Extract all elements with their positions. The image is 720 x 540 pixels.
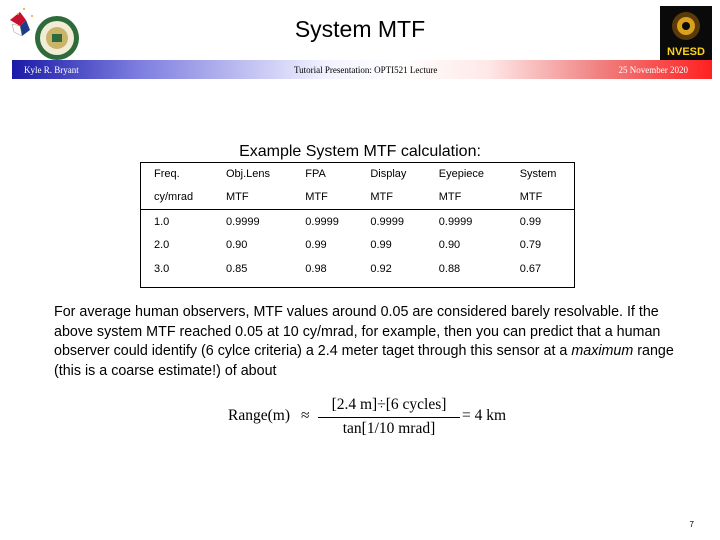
table-header-cell: FPA <box>305 167 326 180</box>
table-header-cell: Obj.Lens <box>226 167 271 180</box>
author-name: Kyle R. Bryant <box>24 65 79 75</box>
paragraph-text: range (this is a coarse estimate!) of about <box>54 343 674 379</box>
header-band <box>12 60 712 79</box>
table-cell: 0.90 <box>226 239 248 252</box>
section-subtitle: Example System MTF calculation: <box>239 143 481 160</box>
nvesd-logo-text: NVESD <box>667 46 705 58</box>
table-cell: 0.99 <box>519 215 542 228</box>
table-header-row <box>140 162 575 186</box>
table-cell: 2.0 <box>154 239 170 252</box>
table-row <box>140 257 575 281</box>
formula-approx-sign: ≈ <box>301 407 310 424</box>
formula-numerator: [2.4 m]÷[6 cycles] <box>331 396 447 413</box>
table-header-cell: MTF <box>356 186 424 210</box>
table-header-cell: MTF <box>212 186 291 210</box>
slide-title: System MTF <box>294 16 426 42</box>
emphasis-text: maximum <box>571 343 634 359</box>
table-row <box>140 210 575 234</box>
table-cell: 0.9999 <box>370 215 405 228</box>
table-header-cell: Eyepiece <box>438 167 485 180</box>
table-header-cell: MTF <box>291 186 356 210</box>
table-cell: 0.9999 <box>226 215 260 228</box>
table-cell: 0.9999 <box>305 215 339 228</box>
table-row <box>140 234 575 258</box>
page-number: 7 <box>689 520 694 529</box>
range-formula <box>226 396 506 440</box>
presentation-name: Tutorial Presentation: OPTI521 Lecture <box>294 65 438 75</box>
table-header-cell: MTF <box>425 186 506 210</box>
table-header-cell: MTF <box>506 186 575 210</box>
table-cell: 0.88 <box>438 262 461 275</box>
table-cell: 0.67 <box>519 262 542 275</box>
table-cell: 0.79 <box>519 239 542 252</box>
table-cell: 0.98 <box>305 262 327 275</box>
formula-lhs: Range(m) <box>228 407 290 424</box>
presentation-date: 25 November 2020 <box>618 65 688 75</box>
mtf-table <box>140 162 575 281</box>
table-header-cell: System <box>519 167 557 180</box>
formula-denominator: tan[1/10 mrad] <box>342 420 436 437</box>
table-cell: 3.0 <box>154 262 170 275</box>
paragraph-text: For average human observers, MTF values around 0.05 are considered barely resolvable. If the above system MTF reached 0.05 at 10 cy/mrad, for example, then you can predict that a human observer could identify (6 cylce criteria) a 2.4 meter taget through this sensor at a <box>54 304 661 359</box>
table-cell: 0.92 <box>370 262 392 275</box>
table-header-cell: cy/mrad <box>140 186 212 210</box>
table-cell: 0.99 <box>370 239 392 252</box>
fraction-bar <box>318 417 460 418</box>
body-paragraph <box>54 303 694 381</box>
table-cell: 0.90 <box>438 239 461 252</box>
table-cell: 1.0 <box>154 215 170 228</box>
formula-rhs: = 4 km <box>462 407 507 424</box>
table-cell: 0.85 <box>226 262 248 275</box>
table-header-cell: Freq. <box>154 167 180 180</box>
table-header-row <box>140 186 575 210</box>
table-cell: 0.9999 <box>438 215 473 228</box>
table-cell: 0.99 <box>305 239 327 252</box>
table-header-cell: Display <box>370 167 407 180</box>
